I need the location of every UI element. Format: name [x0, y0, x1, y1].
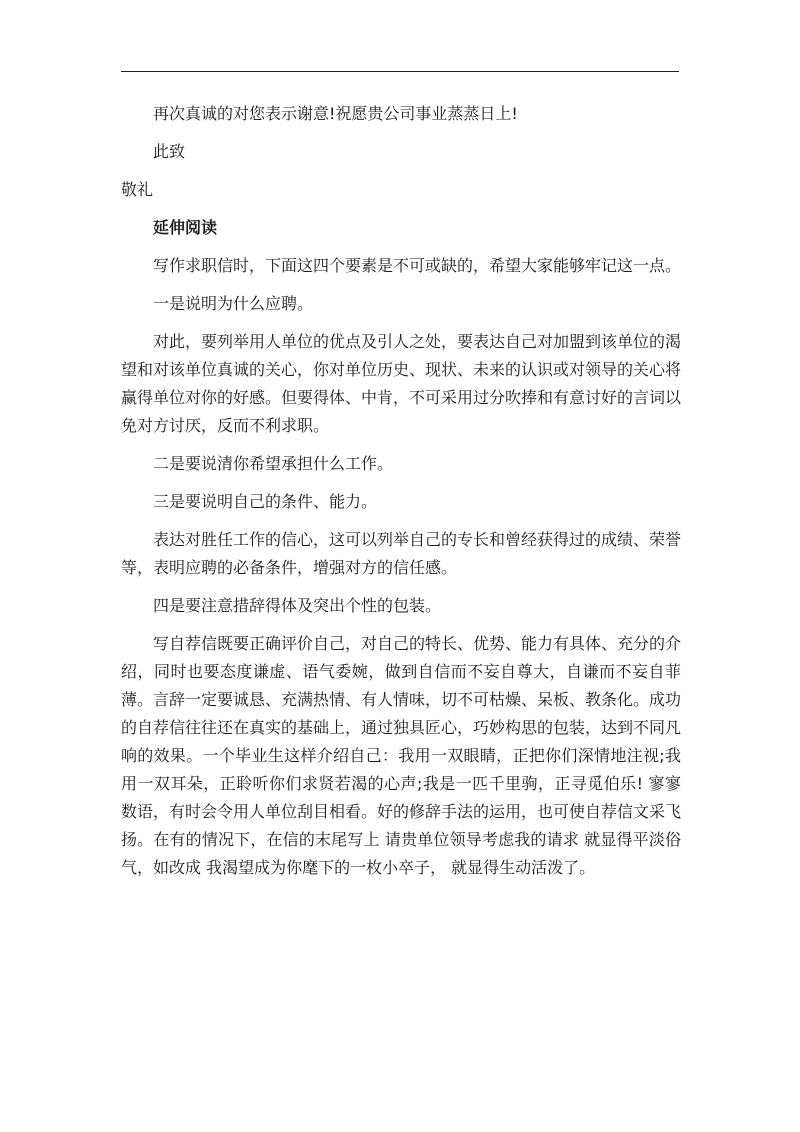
point-one-heading: 一是说明为什么应聘。	[153, 294, 314, 313]
point-four-body: 写自荐信既要正确评价自己，对自己的特长、优势、能力有具体、充分的介绍，同时也要态度谦虚、语气委婉，做到自信而不妄自尊大，自谦而不妄自菲薄。言辞一定要诚恳、充满热情、有人情味，切不可枯燥、呆板、教条化。成功的自荐信往往还在真实的基础上，通过独具匠心，巧妙构思的包装，达到不同凡响的效果。一个毕业生这样介绍自己：我用一双眼睛，正把你们深情地注视;我用一双耳朵，正聆听你们求贤若渴的心声;我是一匹千里驹，正寻觅伯乐! 寥寥数语，有时会令用人单位刮目相看。好的修辞手法的运用，也可使自荐信文采飞扬。在有的情况下，在信的末尾写上 请贵单位领导考虑我的请求 就显得平淡俗气，如改成 我渴望成为你麾下的一枚小卒子， 就显得生动活泼了。	[121, 634, 682, 877]
closing-thanks: 再次真诚的对您表示谢意!祝愿贵公司事业蒸蒸日上!	[153, 104, 518, 123]
intro-paragraph: 写作求职信时，下面这四个要素是不可或缺的，希望大家能够牢记这一点。	[153, 256, 682, 275]
point-three-heading: 三是要说明自己的条件、能力。	[153, 492, 378, 511]
document-body	[121, 100, 681, 882]
point-three-body: 表达对胜任工作的信心，这可以列举自己的专长和曾经获得过的成绩、荣誉等，表明应聘的必备条件，增强对方的信任感。	[121, 530, 682, 577]
closing-regards: 敬礼	[121, 180, 154, 199]
section-heading: 延伸阅读	[153, 218, 218, 237]
header-rule	[121, 71, 679, 72]
point-two-heading: 二是要说清你希望承担什么工作。	[153, 454, 394, 473]
point-four-heading: 四是要注意措辞得体及突出个性的包装。	[153, 596, 442, 615]
closing-salutation: 此致	[153, 142, 186, 161]
point-one-body: 对此，要列举用人单位的优点及引人之处，要表达自己对加盟到该单位的渴望和对该单位真诚的关心，你对单位历史、现状、未来的认识或对领导的关心将赢得单位对你的好感。但要得体、中肯，不可采用过分吹捧和有意讨好的言词以免对方讨厌，反而不利求职。	[121, 332, 682, 435]
